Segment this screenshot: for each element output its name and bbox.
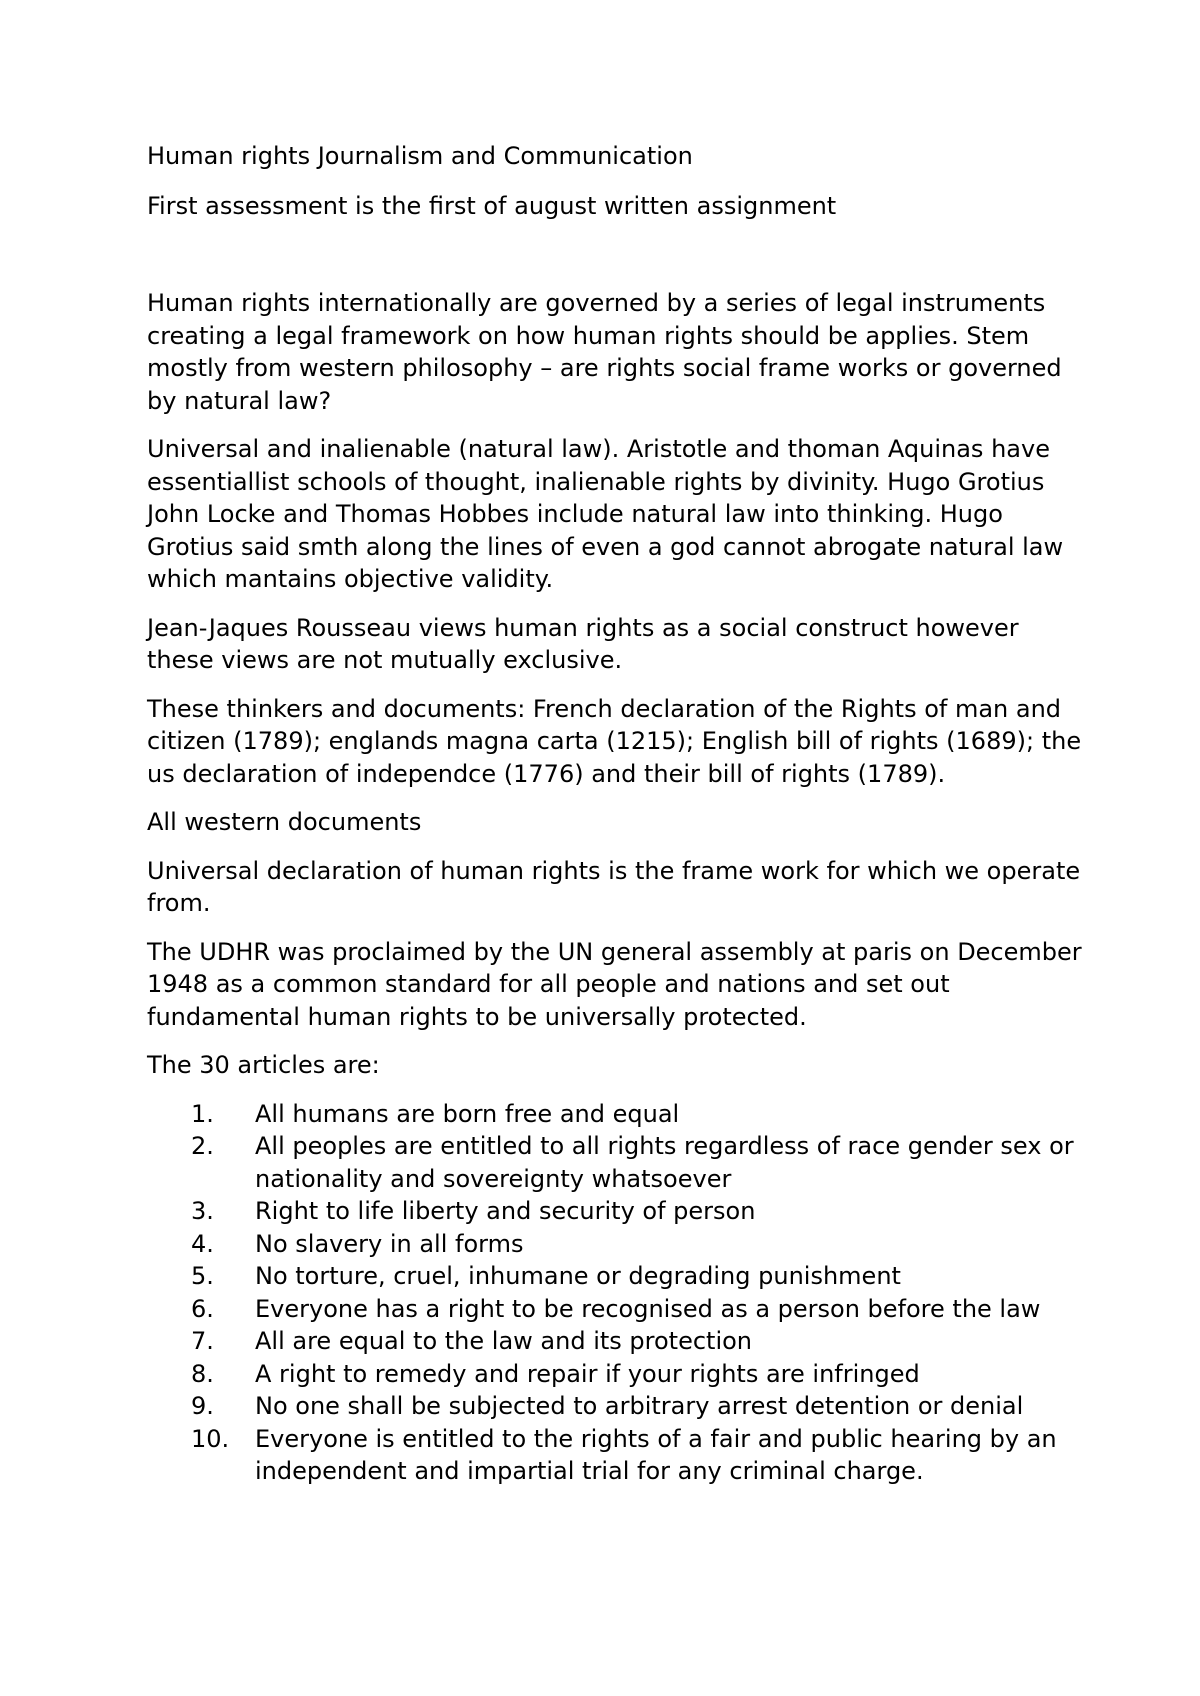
paragraph-articles-intro: The 30 articles are: [147,1051,380,1079]
list-item [147,1130,1087,1195]
list-item [147,1325,1087,1358]
list-item [147,1195,1087,1228]
list-item-text: A right to remedy and repair if your rights are infringed [255,1359,920,1388]
list-item-text: All peoples are entitled to all rights regardless of race gender sex or nationality and sovereignty whatsoever [255,1132,1074,1193]
list-item [147,1260,1087,1293]
paragraph-udhr-proclaimed: The UDHR was proclaimed by the UN general assembly at paris on December 1948 as a common standard for all people and nations and set out fundamental human rights to be universally protected. [147,937,1082,1031]
list-item-number: 5. [191,1262,214,1290]
list-item-number: 2. [191,1132,214,1160]
paragraph-documents: These thinkers and documents: French declaration of the Rights of man and citizen (1789); englands magna carta (1215); English bill of rights (1689); the us declaration of independce (1776) and their bill of rights (1789). [147,694,1082,788]
list-item [147,1293,1087,1326]
list-item-text: No one shall be subjected to arbitrary arrest detention or denial [255,1392,1024,1420]
document-title: Human rights Journalism and Communication [147,142,693,170]
list-item-text: No torture, cruel, inhumane or degrading punishment [255,1262,901,1290]
paragraph-legal-framework: Human rights internationally are governed by a series of legal instruments creating a legal framework on how human rights should be applies. Stem mostly from western philosophy – are rights social frame works or governed by natural law? [147,289,1062,415]
list-item [147,1423,1087,1488]
list-item-number: 1. [191,1099,214,1128]
document-subtitle: First assessment is the first of august written assignment [147,191,837,220]
list-item-text: All humans are born free and equal [255,1099,680,1128]
paragraph-rousseau: Jean-Jaques Rousseau views human rights as a social construct however these views are not mutually exclusive. [147,613,1019,674]
document-page [147,140,1087,1488]
list-item-number: 9. [191,1392,214,1420]
list-item-text: Everyone is entitled to the rights of a fair and public hearing by an independent and impartial trial for any criminal charge. [255,1424,1057,1485]
list-item-text: Right to life liberty and security of person [255,1197,756,1225]
list-item-number: 7. [191,1327,214,1355]
list-item [147,1098,1087,1131]
articles-list [147,1098,1087,1488]
list-item-number: 8. [191,1359,214,1388]
paragraph-western-documents: All western documents [147,808,422,836]
list-item-text: No slavery in all forms [255,1229,524,1258]
list-item-text: All are equal to the law and its protection [255,1327,753,1355]
list-item [147,1358,1087,1391]
list-item-number: 6. [191,1294,214,1323]
list-item [147,1228,1087,1261]
list-item [147,1390,1087,1423]
paragraph-udhr-framework: Universal declaration of human rights is the frame work for which we operate from. [147,856,1081,917]
list-item-number: 3. [191,1197,214,1225]
list-item-number: 4. [191,1229,214,1258]
list-item-number: 10. [191,1424,230,1453]
list-item-text: Everyone has a right to be recognised as a person before the law [255,1294,1041,1323]
paragraph-natural-law: Universal and inalienable (natural law). Aristotle and thoman Aquinas have essentiallist schools of thought, inalienable rights by divinity. Hugo Grotius John Locke and Thomas Hobbes include natural law into thinking. Hugo Grotius said smth along the lines of even a god cannot abrogate natural law which mantains objective validity. [147,435,1064,593]
